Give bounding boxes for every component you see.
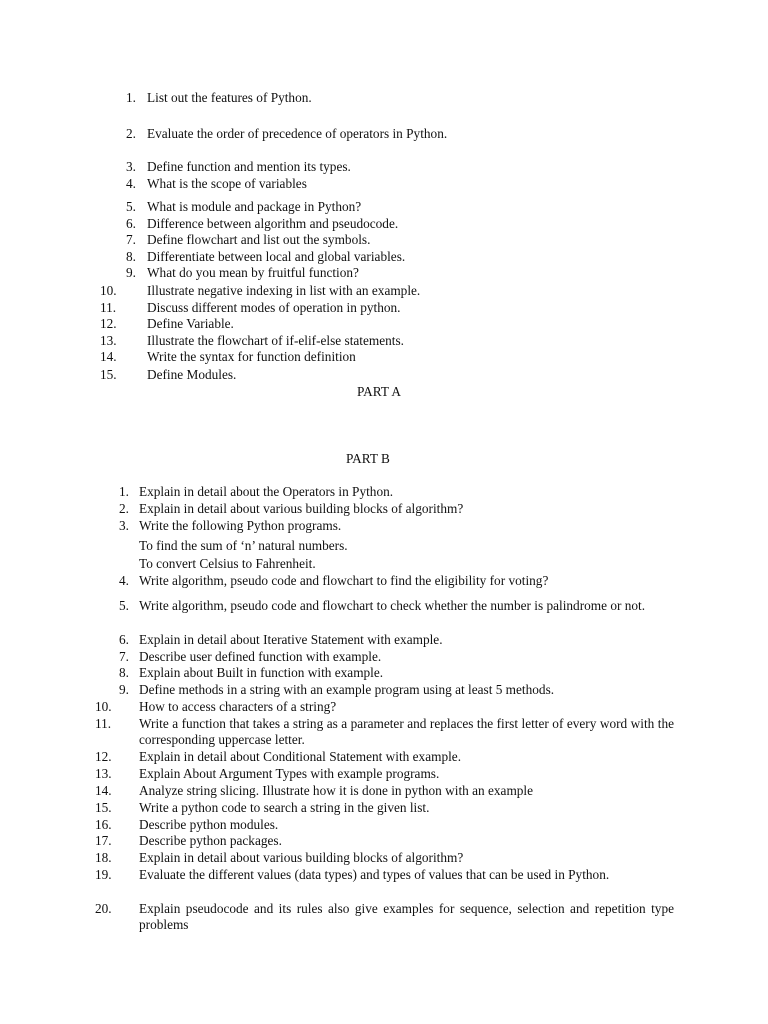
item-text: Discuss different modes of operation in python.: [147, 300, 401, 315]
item-number: 13.: [95, 766, 112, 781]
item-text: Explain pseudocode and its rules also give examples for sequence, selection and repetition type problems: [139, 901, 674, 932]
item-number: 6.: [119, 632, 129, 647]
item-text: What is the scope of variables: [147, 176, 307, 191]
item-number: 2.: [126, 126, 136, 141]
item-text: What do you mean by fruitful function?: [147, 265, 359, 280]
item-text: Define Variable.: [147, 316, 234, 331]
item-number: 7.: [119, 649, 129, 664]
item-number: 4.: [126, 176, 136, 191]
item-number: 16.: [95, 817, 112, 832]
item-text: List out the features of Python.: [147, 90, 312, 105]
item-text: Explain in detail about the Operators in Python.: [139, 484, 394, 499]
item-text: Evaluate the different values (data types) and types of values that can be used in Python.: [139, 867, 610, 882]
part-b-heading: PART B: [346, 451, 390, 466]
item-text: Write algorithm, pseudo code and flowchart to check whether the number is palindrome or not.: [139, 598, 646, 613]
item-number: 13.: [100, 333, 117, 348]
item-number: 20.: [95, 901, 112, 916]
item-number: 5.: [126, 199, 136, 214]
item-number: 19.: [95, 867, 112, 882]
item-text: Write the following Python programs.: [139, 518, 342, 533]
item-number: 18.: [95, 850, 112, 865]
sub-item-text: To convert Celsius to Fahrenheit.: [139, 556, 316, 571]
item-number: 4.: [119, 573, 129, 588]
item-number: 17.: [95, 833, 112, 848]
item-text: Describe python packages.: [139, 833, 282, 848]
item-text: Explain About Argument Types with example programs.: [139, 766, 440, 781]
item-number: 6.: [126, 216, 136, 231]
item-text: How to access characters of a string?: [139, 699, 337, 714]
item-number: 11.: [95, 716, 112, 731]
item-number: 1.: [119, 484, 129, 499]
item-number: 14.: [95, 783, 112, 798]
item-number: 10.: [100, 283, 117, 298]
item-number: 3.: [126, 159, 136, 174]
item-number: 8.: [126, 249, 136, 264]
item-text: Write algorithm, pseudo code and flowchart to find the eligibility for voting?: [139, 573, 549, 588]
item-text: Differentiate between local and global variables.: [147, 249, 406, 264]
item-number: 10.: [95, 699, 112, 714]
item-number: 5.: [119, 598, 129, 613]
item-text: Evaluate the order of precedence of operators in Python.: [147, 126, 448, 141]
item-text: Define Modules.: [147, 367, 237, 382]
item-number: 9.: [126, 265, 136, 280]
item-number: 9.: [119, 682, 129, 697]
item-text: Write a python code to search a string in the given list.: [139, 800, 430, 815]
item-number: 15.: [100, 367, 117, 382]
item-text: Describe python modules.: [139, 817, 279, 832]
part-a-heading: PART A: [357, 384, 401, 399]
item-number: 1.: [126, 90, 136, 105]
item-number: 12.: [100, 316, 117, 331]
item-number: 3.: [119, 518, 129, 533]
item-text: Illustrate the flowchart of if-elif-else statements.: [147, 333, 404, 348]
item-text: Difference between algorithm and pseudocode.: [147, 216, 399, 231]
item-number: 2.: [119, 501, 129, 516]
item-text: Describe user defined function with example.: [139, 649, 382, 664]
item-text: Explain in detail about Conditional Statement with example.: [139, 749, 462, 764]
item-text: Define flowchart and list out the symbols.: [147, 232, 371, 247]
item-number: 8.: [119, 665, 129, 680]
item-text: Explain in detail about Iterative Statement with example.: [139, 632, 443, 647]
item-number: 7.: [126, 232, 136, 247]
item-number: 11.: [100, 300, 117, 315]
item-number: 14.: [100, 349, 117, 364]
sub-item-text: To find the sum of ‘n’ natural numbers.: [139, 538, 348, 553]
item-text: Explain in detail about various building blocks of algorithm?: [139, 850, 464, 865]
item-number: 15.: [95, 800, 112, 815]
item-text: Explain in detail about various building blocks of algorithm?: [139, 501, 464, 516]
item-text: Define function and mention its types.: [147, 159, 351, 174]
item-text: Explain about Built in function with example.: [139, 665, 384, 680]
item-text: What is module and package in Python?: [147, 199, 362, 214]
item-text: Analyze string slicing. Illustrate how it is done in python with an example: [139, 783, 534, 798]
item-number: 12.: [95, 749, 112, 764]
item-text: Define methods in a string with an example program using at least 5 methods.: [139, 682, 555, 697]
item-text: Write the syntax for function definition: [147, 349, 356, 364]
item-text: Illustrate negative indexing in list with an example.: [147, 283, 421, 298]
item-text: Write a function that takes a string as a parameter and replaces the first letter of every word with the corresponding uppercase letter.: [139, 716, 674, 747]
